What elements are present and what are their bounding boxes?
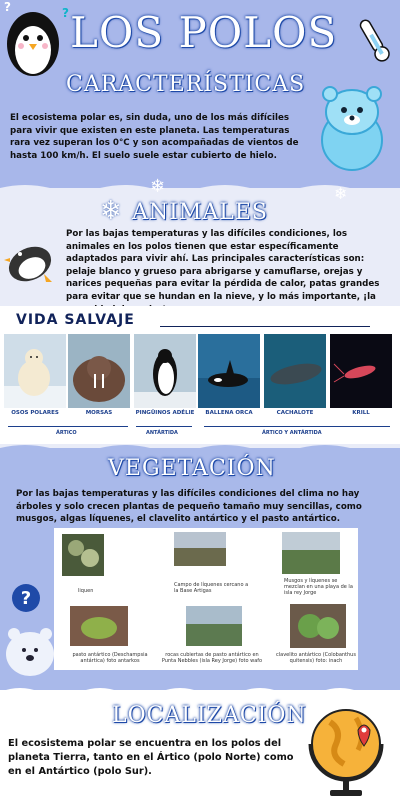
thermometer-icon (356, 14, 392, 66)
antarctic-grass-photo (70, 606, 128, 646)
walrus-photo (68, 334, 130, 408)
lichen-field-photo (174, 532, 226, 566)
photo-caption: Campo de líquenes cercano a la Base Artigas (174, 582, 249, 594)
krill-photo (330, 334, 392, 408)
section-heading-caracteristicas: CARACTERÍSTICAS (66, 72, 306, 97)
region-bracket (136, 426, 192, 427)
animales-text: Por las bajas temperaturas y las difíciles condiciones, los animales en los polos tienen que estar específicamente adaptados para vivir ahí. Las principales características son: pelaje blanco y grueso para abrigarse y camuflarse, orejas y narices pequeñas para evitar la pérdida de calor, patas grandes para evitar que se hundan en la nieve, y lo más importante, ¡la (66, 229, 380, 302)
region-label: ÁRTICO (56, 430, 77, 436)
section-heading-animales: ANIMALES (132, 200, 268, 225)
region-bracket (204, 426, 390, 427)
wave-divider (0, 442, 400, 456)
animal-label: MORSAS (85, 410, 113, 416)
lichen-photo (62, 534, 104, 576)
penguin-icon (0, 232, 60, 292)
photo-caption: pasto antártico (Deschampsia antártica) foto antarkos (72, 652, 148, 664)
orca-photo (198, 334, 260, 408)
sperm-whale-photo (264, 334, 326, 408)
divider (160, 326, 370, 327)
moss-beach-photo (282, 532, 340, 574)
caracteristicas-text: El ecosistema polar es, sin duda, uno de los más difíciles para vivir que existen en este planeta. Las temperaturas rara vez superan los 0°C y son acompañadas de vientos de hasta 100 km/h. El suelo suele estar cubierto de hielo. (10, 113, 299, 161)
photo-caption: clavelito antártico (Colobanthus quitensis) foto: inach (276, 652, 356, 664)
globe-icon (300, 700, 396, 800)
region-bracket (8, 426, 128, 427)
localizacion-text: El ecosistema polar se encuentra en los polos del planeta Tierra, tanto en el Ártico (polo Norte) como en el Antártico (polo Sur). (8, 738, 294, 777)
section-heading-localizacion: LOCALIZACIÓN (112, 703, 307, 728)
photo-caption: Musgos y líquenes se mezclan en una playa de la isla rey Jorge (284, 578, 353, 596)
animal-label: PINGÜINOS ADÉLIE (135, 410, 195, 416)
animal-label: KRILL (352, 410, 370, 416)
snowflake-icon: ❄ (100, 196, 122, 226)
wildlife-panel (0, 306, 400, 444)
snowflake-icon: ❄ (334, 184, 348, 203)
region-label: ANTÁRTIDA (146, 430, 178, 436)
photo-caption: rocas cubiertas de pasto antártico en Punta Nebbles (isla Rey Jorge) foto wafo (161, 652, 263, 664)
page-title: LOS POLOS (70, 8, 338, 57)
question-mark-icon: ? (62, 6, 69, 20)
section-heading-vegetacion: VEGETACIÓN (108, 456, 276, 481)
region-label: ÁRTICO Y ANTÁRTIDA (262, 430, 322, 436)
ice-bear-icon (312, 78, 392, 174)
wildlife-heading: VIDA SALVAJE (16, 312, 135, 328)
antarctic-pearlwort-photo (290, 604, 346, 648)
grass-rocks-photo (186, 606, 242, 646)
vegetation-photo-grid (54, 528, 358, 670)
bear-question-icon (2, 582, 58, 678)
animal-label: OSOS POLARES (11, 410, 59, 416)
polar-bear-photo (4, 334, 66, 408)
animal-label: BALLENA ORCA (205, 410, 253, 416)
question-mark-icon: ? (4, 0, 11, 14)
adelie-penguin-photo (134, 334, 196, 408)
photo-caption: liquen (78, 588, 94, 594)
vegetacion-text: Por las bajas temperaturas y las difíciles condiciones del clima no hay árboles y solo crecen plantas de pequeño tamaño muy sencillas, como musgos, algas líquenes, el clavelito antártico y el pasto antártico. (16, 489, 362, 525)
penguin-icon (2, 4, 64, 78)
wave-divider (0, 684, 400, 698)
svg-text:?: ? (20, 588, 32, 609)
animal-label: CACHALOTE (276, 410, 314, 416)
snowflake-icon: ❄ (150, 176, 166, 197)
